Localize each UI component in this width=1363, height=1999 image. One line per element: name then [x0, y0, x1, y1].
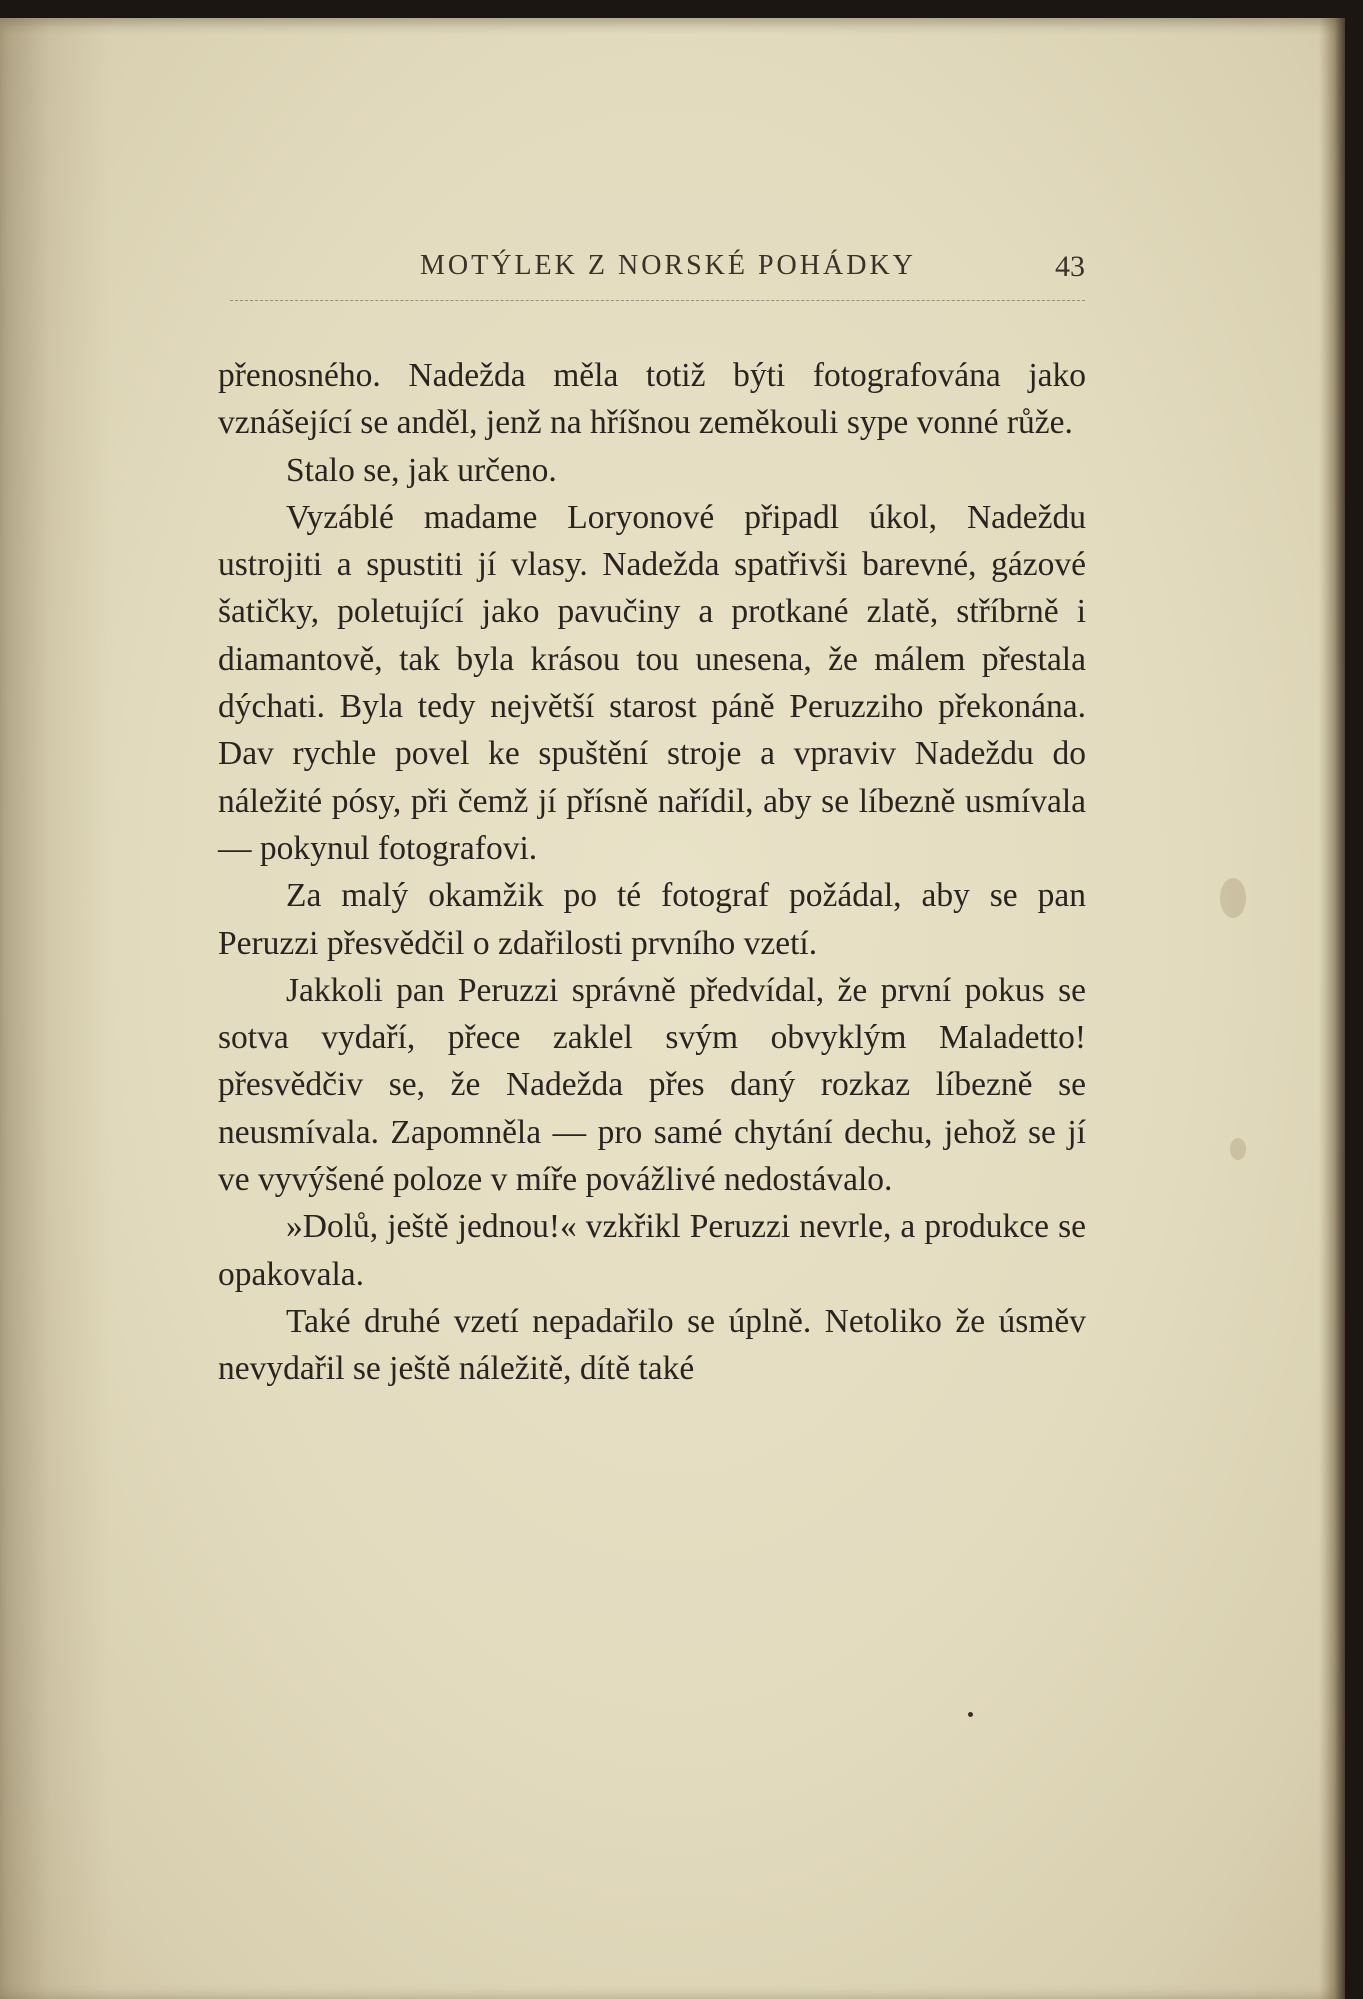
page-edge-shadow	[1319, 18, 1345, 1999]
page-number: 43	[1055, 250, 1085, 283]
binding-gutter-shadow	[0, 18, 110, 1999]
paragraph: Stalo se, jak určeno.	[286, 451, 557, 489]
paragraph: Za malý okamžik po té fotograf požádal, aby se pan Peruzzi přesvědčil o zdařilosti prvního vzetí.	[218, 877, 1086, 962]
paper-stain	[1220, 878, 1246, 918]
header-rule	[230, 300, 1085, 301]
paragraph: Jakkoli pan Peruzzi správně předvídal, že první pokus se sotva vydaří, přece zaklel svým obvyklým Maladetto! přesvědčiv se, že Nadežda přes daný rozkaz líbezně se neusmívala. Zapomněla — pro samé chytání dechu, jehož se jí ve vyvýšené poloze v míře povážlivé nedostávalo.	[218, 971, 1086, 1199]
ink-speck	[968, 1712, 973, 1717]
paragraph: Také druhé vzetí nepadařilo se úplně. Netoliko že úsměv nevydařil se ještě náležitě, dítě také	[218, 1302, 1086, 1388]
paragraph: »Dolů, ještě jednou!« vzkřikl Peruzzi nevrle, a produkce se opakovala.	[218, 1208, 1086, 1293]
paragraph: Vyzáblé madame Loryonové připadl úkol, Nadeždu ustrojiti a spustiti jí vlasy. Nadežda spatřivši barevné, gázové šatičky, poletující jako pavučiny a protkané zlatě, stříbrně i diamantově, tak byla krásou tou unesena, že málem přestala dýchati. Byla tedy největší starost páně Peruzziho překonána. Dav rychle povel ke spuštění stroje a vpraviv Nadeždu do náležité pósy, při čemž jí přísně nařídil, aby se líbezně usmívala — pokynul fotografovi.	[218, 498, 1086, 867]
paper-stain	[1230, 1138, 1246, 1160]
body-text	[218, 352, 1086, 1393]
paragraph: přenosného. Nadežda měla totiž býti fotografována jako vznášející se anděl, jenž na hříšnou zeměkouli sype vonné růže.	[218, 357, 1086, 442]
running-title: MOTÝLEK Z NORSKÉ POHÁDKY	[420, 250, 916, 281]
running-header	[230, 250, 1085, 290]
